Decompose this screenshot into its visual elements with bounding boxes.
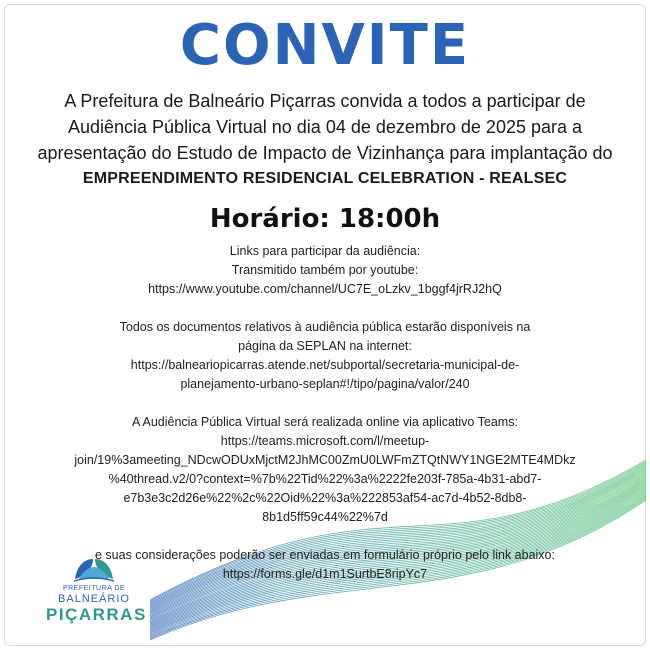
- intro-line: Audiência Pública Virtual no dia 04 de dezembro de 2025 para a: [67, 117, 583, 137]
- teams-link[interactable]: https://teams.microsoft.com/l/meetup-: [220, 434, 430, 448]
- teams-link[interactable]: join/19%3ameeting_NDcwODUxMjctM2JhMC00ZmU0LWFmZTQtNWY1NGE2MTE4MDkz: [74, 453, 576, 467]
- intro-line: A Prefeitura de Balneário Piçarras convida a todos a participar de: [64, 91, 586, 111]
- youtube-label: Transmitido também por youtube:: [231, 263, 419, 277]
- intro-line: apresentação do Estudo de Impacto de Vizinhança para implantação do: [37, 143, 613, 163]
- teams-link[interactable]: e7b3e3c2d26e%22%2c%22Oid%22%3a%222853af54-ac7d-4b52-8db8-: [123, 491, 527, 505]
- teams-text: A Audiência Pública Virtual será realizada online via aplicativo Teams:: [132, 415, 518, 429]
- youtube-link[interactable]: https://www.youtube.com/channel/UC7E_oLzkv_1bggf4jrRJ2hQ: [148, 282, 502, 296]
- seplan-link[interactable]: planejamento-urbano-seplan#!/tipo/pagina/valor/240: [180, 377, 470, 391]
- invite-title: CONVITE: [179, 13, 471, 78]
- documents-text: Todos os documentos relativos à audiência pública estarão disponíveis na: [119, 320, 531, 334]
- shell-icon: [71, 555, 117, 583]
- logo-line-1: PREFEITURA DE: [62, 585, 126, 592]
- form-text: e suas considerações poderão ser enviadas em formulário próprio pelo link abaixo:: [95, 548, 555, 562]
- info-section: [25, 242, 625, 584]
- city-logo: [46, 555, 147, 624]
- seplan-link[interactable]: https://balneariopicarras.atende.net/subportal/secretaria-municipal-de-: [130, 358, 520, 372]
- teams-link[interactable]: %40thread.v2/0?context=%7b%22Tid%22%3a%2222fe203f-785a-4b31-abd7-: [108, 472, 542, 486]
- logo-line-2: BALNEÁRIO: [58, 593, 130, 605]
- logo-line-3: PIÇARRAS: [46, 605, 147, 624]
- form-link[interactable]: https://forms.gle/d1m1SurtbE8ripYc7: [222, 567, 428, 581]
- meeting-time: Horário: 18:00h: [209, 204, 441, 234]
- participate-label: Links para participar da audiência:: [229, 244, 421, 258]
- intro-paragraph: [25, 88, 625, 190]
- documents-text: página da SEPLAN na internet:: [238, 339, 412, 353]
- teams-link[interactable]: 8b1d5ff59c44%22%7d: [262, 510, 388, 524]
- project-name: EMPREENDIMENTO RESIDENCIAL CELEBRATION - REALSEC: [82, 170, 568, 187]
